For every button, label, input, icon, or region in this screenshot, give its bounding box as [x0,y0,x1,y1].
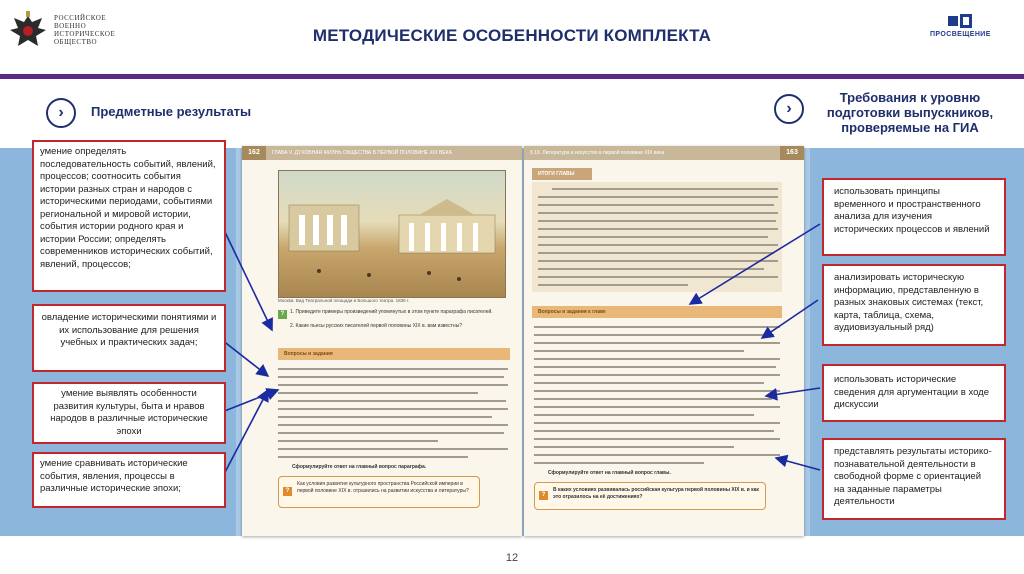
gia-requirement-box-1: использовать принципы временного и пространственного анализа для изучения исторических процессов и явлений [822,178,1006,256]
right-running-head: § 16. Литература и искусство в первой половине XIX века [524,146,804,160]
slide-page-number: 12 [505,552,519,564]
gia-requirement-box-2: анализировать историческую информацию, представленную в разных знаковых системах (текст, карта, таблица, схема, аудиовизуальный ряд) [822,264,1006,346]
arrow-connector [776,458,820,470]
gia-requirement-box-3: использовать исторические сведения для аргументации в ходе дискуссии [822,364,1006,422]
arrow-connector [222,340,268,376]
arrow-connector [224,230,272,330]
subject-result-box-2: овладение историческими понятиями и их использование для решения учебных и практических задач; [32,304,226,372]
publisher-name: ПРОСВЕЩЕНИЕ [930,31,991,38]
question-icon: ? [539,491,548,500]
arrow-connector [690,224,820,304]
question-icon: ? [283,487,292,496]
subject-result-box-3: умение выявлять особенности развития культуры, быта и нравов народов в различные исторические эпохи [32,382,226,444]
arrow-connector [222,390,278,412]
subject-result-box-1: умение определять последовательность событий, явлений, процессов; соотносить события истории разных стран и народов с историческими периодами, событиями региональной и мировой истории, события истории родного края и истории России; определять современников исторических событий, явлений, процессов; [32,140,226,292]
left-running-head: ГЛАВА V. ДУХОВНАЯ ЖИЗНЬ ОБЩЕСТВА В ПЕРВОЙ ПОЛОВИНЕ XIX ВЕКА [242,146,522,160]
question-icon: ? [278,310,287,319]
left-final-prompt: Сформулируйте ответ на главный вопрос параграфа. [292,464,427,470]
chevron-right-icon: › [58,104,64,121]
gia-requirement-box-4: представлять результаты историко-познавательной деятельности в свободной форме с ориентацией на заданные параметры деятельности [822,438,1006,520]
left-main-question: Как условия развития культурного пространства Российской империи в первой половине XIX в. отразились на развитии искусства и литературы? [297,481,469,494]
left-questions-band: Вопросы и задания [278,348,510,360]
right-page-number: 163 [780,146,804,160]
left-section-title: Предметные результаты [91,104,252,119]
arrow-connector [766,388,820,396]
chapter-summary-band: ИТОГИ ГЛАВЫ [532,168,592,180]
chevron-right-icon: › [786,100,792,117]
subject-result-box-4: умение сравнивать исторические события, явления, процессы в различные исторические эпохи; [32,452,226,508]
page-title: МЕТОДИЧЕСКИЕ ОСОБЕННОСТИ КОМПЛЕКТА [312,26,712,45]
chapter-questions-band: Вопросы и задания к главе [532,306,782,318]
right-section-title: Требования к уровню подготовки выпускников, проверяемые на ГИА [826,90,994,135]
painting-caption: Москва. Вид Театральной площади и Большого театра. 1836 г. [278,298,410,303]
left-page-number: 162 [242,146,266,160]
right-main-question: В каких условиях развивалась российская культура первой половины XIX в. и как это отразилось на её достижениях? [553,487,759,500]
org-name: РОССИЙСКОЕ ВОЕННО ИСТОРИЧЕСКОЕ ОБЩЕСТВО [54,14,116,46]
arrow-connector [762,300,818,338]
right-final-prompt: Сформулируйте ответ на главный вопрос главы. [548,470,671,476]
left-question-1: 1. Приведите примеры произведений упомянутых в этом пункте параграфа писателей. [290,309,493,315]
left-question-2: 2. Какие пьесы русских писателей первой половины XIX в. вам известны? [290,323,463,329]
